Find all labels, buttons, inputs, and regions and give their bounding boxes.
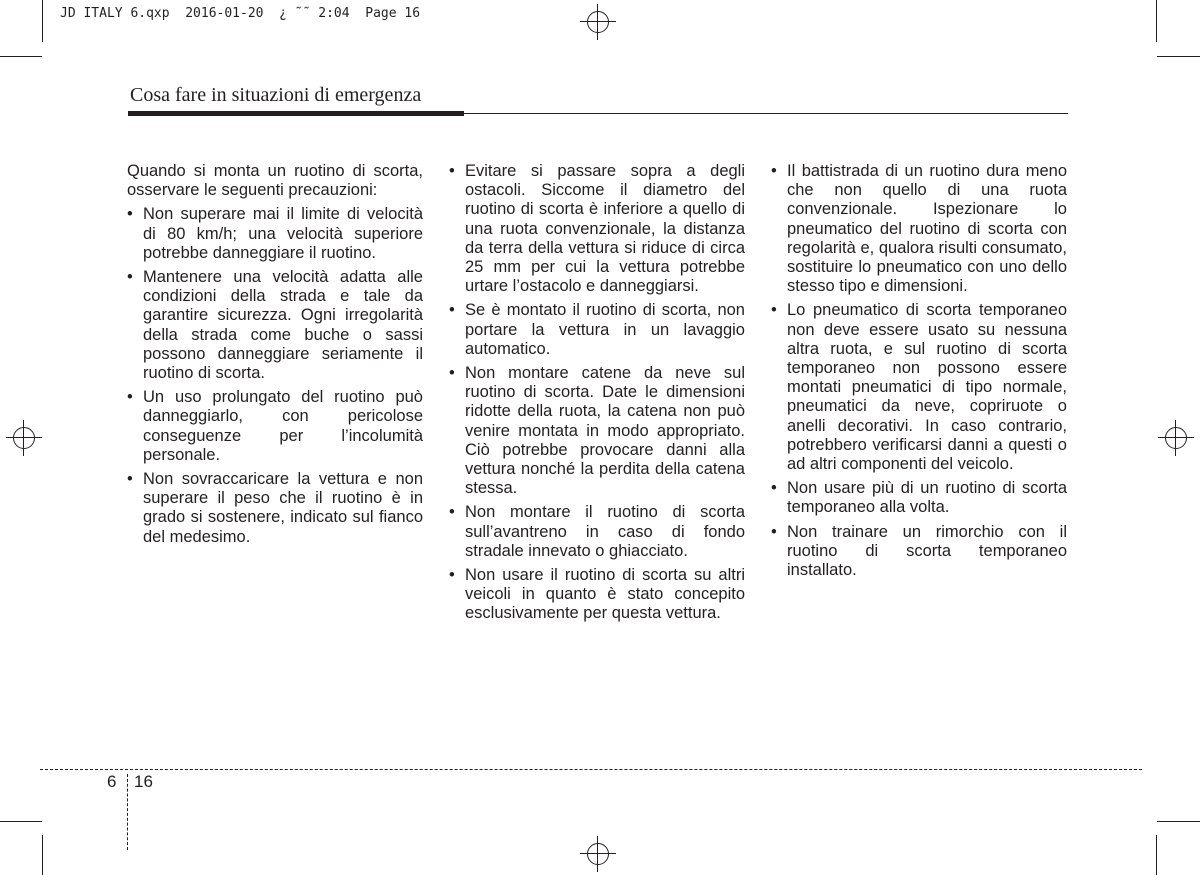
list-item: • Non trainare un rimorchio con il ruotino di scorta temporaneo installato.: [771, 522, 1067, 580]
crop-mark: [42, 835, 43, 875]
precaution-list: [449, 162, 745, 624]
bullet-icon: •: [449, 301, 455, 320]
precaution-list: [771, 162, 1067, 580]
list-item: • Non montare il ruotino di scorta sull’avantreno in caso di fondo stradale innevato o ghiacciato.: [449, 503, 745, 560]
section-title: Cosa fare in situazioni di emergenza: [130, 84, 422, 106]
bullet-icon: •: [771, 301, 777, 320]
list-item: • Non usare il ruotino di scorta su altri veicoli in quanto è stato concepito esclusivamente per questa vettura.: [449, 566, 745, 623]
crop-mark: [0, 821, 42, 822]
print-slug: JD ITALY 6.qxp 2016-01-20 ¿ ˜˜ 2:04 Page 16: [60, 6, 421, 21]
bullet-icon: •: [449, 566, 455, 585]
registration-mark-icon: [580, 4, 616, 40]
bullet-icon: •: [127, 268, 133, 287]
chapter-number: 6: [107, 772, 117, 791]
list-item: • Non superare mai il limite di velocità di 80 km/h; una velocità superiore potrebbe danneggiare il ruotino.: [127, 205, 423, 262]
crop-mark: [1156, 835, 1157, 875]
precaution-list: [127, 205, 423, 546]
list-item: • Un uso prolungato del ruotino può danneggiarlo, con pericolose conseguenze per l’incolumità personale.: [127, 388, 423, 464]
registration-mark-icon: [580, 836, 616, 872]
crop-mark: [42, 0, 43, 42]
list-item: • Mantenere una velocità adatta alle condizioni della strada e tale da garantire sicurezza. Ogni irregolarità della strada come buche o sassi possono danneggiare seriamente il ruotino di scorta.: [127, 268, 423, 383]
crop-mark: [1156, 0, 1157, 42]
text-column-2: [449, 162, 745, 629]
bullet-icon: •: [771, 479, 777, 498]
bullet-icon: •: [449, 503, 455, 522]
footer-divider: [40, 769, 1142, 770]
intro-paragraph: Quando si monta un ruotino di scorta, osservare le seguenti precauzioni:: [127, 162, 423, 200]
footer-vertical-divider: [127, 774, 128, 850]
text-column-3: [771, 162, 1067, 585]
list-item: • Il battistrada di un ruotino dura meno che non quello di una ruota convenzionale. Ispezionare lo pneumatico del ruotino di scorta con regolarità e, qualora risulti consumato, sostituire lo pneumatico con uno dello stesso tipo e dimensioni.: [771, 162, 1067, 296]
bullet-icon: •: [127, 388, 133, 407]
bullet-icon: •: [127, 205, 133, 224]
bullet-icon: •: [449, 364, 455, 383]
list-item: • Non usare più di un ruotino di scorta temporaneo alla volta.: [771, 479, 1067, 517]
text-column-1: [127, 162, 423, 552]
page-number: 16: [134, 772, 153, 791]
crop-mark: [0, 56, 42, 57]
bullet-icon: •: [449, 162, 455, 180]
list-item: • Non montare catene da neve sul ruotino di scorta. Date le dimensioni ridotte della ruota, la catena non può venire montata in modo appropriato. Ciò potrebbe provocare danni alla vettura nonché la perdita della catena stessa.: [449, 364, 745, 498]
crop-mark: [1157, 821, 1200, 822]
header-rule-accent: [128, 111, 464, 116]
bullet-icon: •: [771, 522, 777, 541]
bullet-icon: •: [127, 470, 133, 489]
list-item: • Se è montato il ruotino di scorta, non portare la vettura in un lavaggio automatico.: [449, 301, 745, 358]
registration-mark-icon: [6, 420, 42, 456]
list-item: • Evitare si passare sopra a degli ostacoli. Siccome il diametro del ruotino di scorta è inferiore a quello di una ruota convenzionale, la distanza da terra della vettura si riduce di circa 25 mm per cui la vettura potrebbe urtare l’ostacolo e danneggiarsi.: [449, 162, 745, 296]
crop-mark: [1157, 56, 1200, 57]
registration-mark-icon: [1158, 420, 1194, 456]
list-item: • Lo pneumatico di scorta temporaneo non deve essere usato su nessuna altra ruota, e sul ruotino di scorta temporaneo non possono essere montati pneumatici di tipo normale, pneumatici da neve, copriruote o anelli decorativi. In caso contrario, potrebbero verificarsi danni a questi o ad altri componenti del veicolo.: [771, 301, 1067, 474]
bullet-icon: •: [771, 162, 777, 180]
list-item: • Non sovraccaricare la vettura e non superare il peso che il ruotino è in grado si sostenere, indicato sul fianco del medesimo.: [127, 470, 423, 546]
